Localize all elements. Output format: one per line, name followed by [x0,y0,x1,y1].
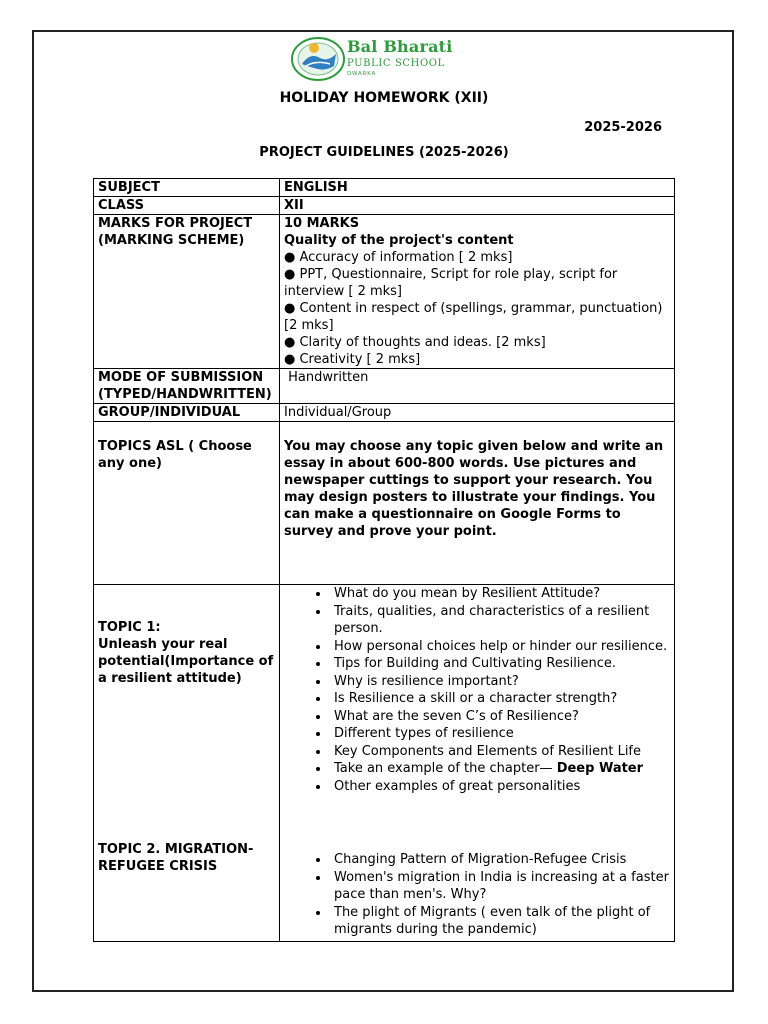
table-row [94,369,675,404]
list-item: • What do you mean by Resilient Attitude? [330,585,670,603]
guidelines-table [93,178,675,942]
deep-water-chapter: Deep Water [556,761,644,776]
topics-instructions-cell [280,422,675,585]
topic2-label-cell [94,841,280,941]
topic1-points-cell [280,585,675,842]
list-item: • Changing Pattern of Migration-Refugee Crisis [330,851,670,869]
school-city: DWARKA [347,71,377,77]
group-label: GROUP/INDIVIDUAL [94,404,280,422]
marks-item: ● Content in respect of (spellings, grammar, punctuation) [2 mks] [284,301,663,333]
table-row [94,215,675,369]
submission-value: Handwritten [280,369,675,404]
marks-label-cell [94,215,280,369]
marks-scheme-label: (MARKING SCHEME) [98,233,245,248]
class-label: CLASS [94,197,280,215]
subject-label: SUBJECT [94,179,280,197]
marks-total: 10 MARKS [284,216,360,231]
list-item: • Traits, qualities, and characteristics of a resilient person. [330,603,670,638]
list-item: • What are the seven C’s of Resilience? [330,708,670,726]
school-name: Bal Bharati [347,37,453,56]
list-item: • Women's migration in India is increasing at a faster pace than men's. Why? [330,869,670,904]
table-row [94,179,675,197]
topic2-points-cell [280,841,675,941]
table-row [94,422,675,585]
submission-sub-label: (TYPED/HANDWRITTEN) [98,387,272,402]
table-row [94,197,675,215]
page-title: HOLIDAY HOMEWORK (XII) [279,90,489,106]
list-item: • Is Resilience a skill or a character strength? [330,690,670,708]
session-year: 2025-2026 [584,120,662,135]
marks-value-cell [280,215,675,369]
list-item: • Key Components and Elements of Resilient Life [330,743,670,761]
marks-item: ● Accuracy of information [ 2 mks] [284,250,513,265]
list-item: • Different types of resilience [330,725,670,743]
list-item: • Why is resilience important? [330,673,670,691]
table-row [94,841,675,941]
topic1-list [284,585,670,795]
marks-label: MARKS FOR PROJECT [98,216,253,231]
subject-value: ENGLISH [280,179,675,197]
topic2-title: TOPIC 2. MIGRATION-REFUGEE CRISIS [98,842,254,874]
topics-label-cell [94,422,280,585]
table-row [94,585,675,842]
school-subtitle: PUBLIC SCHOOL [347,58,445,69]
marks-quality: Quality of the project's content [284,233,514,248]
submission-label: MODE OF SUBMISSION [98,370,264,385]
submission-label-cell [94,369,280,404]
topic1-label-cell [94,585,280,842]
topic2-list [284,851,670,939]
list-item [330,760,670,778]
guidelines-heading: PROJECT GUIDELINES (2025-2026) [259,145,509,160]
topic1-number: TOPIC 1: [98,620,161,635]
table-row [94,404,675,422]
topics-label: TOPICS ASL ( Choose any one) [98,439,252,471]
class-value: XII [280,197,675,215]
deep-water-prefix: Take an example of the chapter— [334,761,557,776]
group-value: Individual/Group [280,404,675,422]
list-item: • Other examples of great personalities [330,778,670,796]
list-item: • The plight of Migrants ( even talk of the plight of migrants during the pandemic) [330,904,670,939]
list-item: • Tips for Building and Cultivating Resilience. [330,655,670,673]
topics-instructions: You may choose any topic given below and write an essay in about 600-800 words. Use pictures and newspaper cuttings to support your research. You may design posters to illustrate your findings. You can make a questionnaire on Google Forms to survey and prove your point. [284,439,664,539]
list-item: • How personal choices help or hinder our resilience. [330,638,670,656]
marks-item: ● Creativity [ 2 mks] [284,352,421,367]
marks-item: ● PPT, Questionnaire, Script for role play, script for interview [ 2 mks] [284,267,618,299]
marks-item: ● Clarity of thoughts and ideas. [2 mks] [284,335,546,350]
school-emblem-icon [290,34,346,82]
school-logo [290,34,453,82]
topic1-title: Unleash your real potential(Importance of a resilient attitude) [98,637,274,686]
